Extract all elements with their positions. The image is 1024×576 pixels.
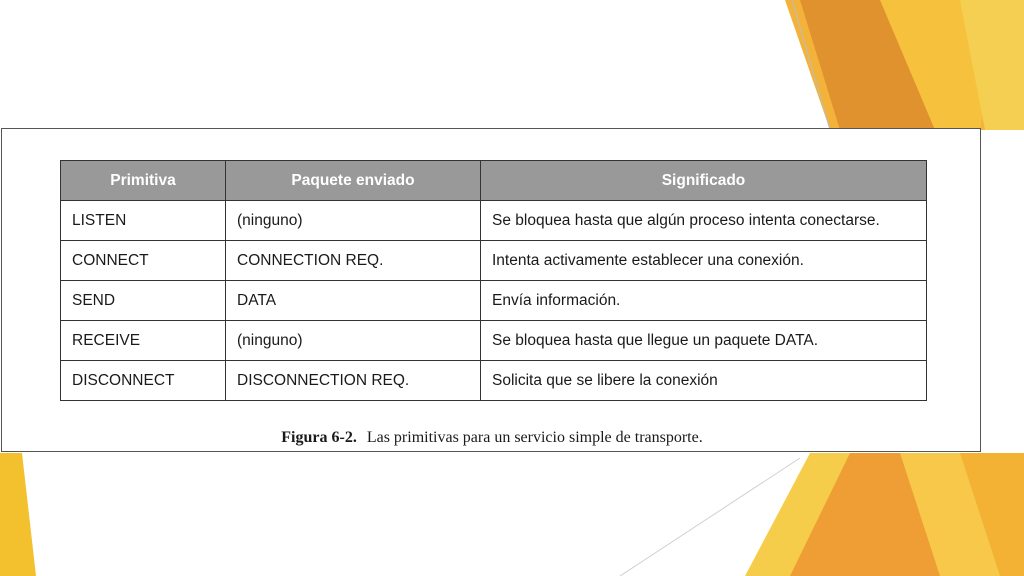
cell-primitiva: CONNECT [61, 241, 226, 281]
cell-significado: Solicita que se libere la conexión [481, 361, 927, 401]
table-row [61, 361, 927, 401]
cell-paquete: (ninguno) [226, 321, 481, 361]
table-row [61, 241, 927, 281]
cell-paquete: (ninguno) [226, 201, 481, 241]
cell-primitiva: DISCONNECT [61, 361, 226, 401]
cell-primitiva: LISTEN [61, 201, 226, 241]
header-significado: Significado [481, 161, 927, 201]
table-row [61, 321, 927, 361]
figure-caption-text: Las primitivas para un servicio simple de transporte. [366, 429, 703, 446]
header-primitiva: Primitiva [61, 161, 226, 201]
cell-significado: Se bloquea hasta que llegue un paquete DATA. [481, 321, 927, 361]
cell-significado: Envía información. [481, 281, 927, 321]
figure-panel [1, 128, 981, 452]
cell-significado: Se bloquea hasta que algún proceso intenta conectarse. [481, 201, 927, 241]
cell-paquete: DATA [226, 281, 481, 321]
cell-primitiva: SEND [61, 281, 226, 321]
header-paquete-enviado: Paquete enviado [226, 161, 481, 201]
table-header-row [61, 161, 927, 201]
cell-primitiva: RECEIVE [61, 321, 226, 361]
table-row [61, 201, 927, 241]
primitives-table [60, 160, 927, 401]
figure-number: Figura 6-2. [281, 429, 357, 446]
figure-caption [2, 429, 982, 447]
table-row [61, 281, 927, 321]
cell-paquete: CONNECTION REQ. [226, 241, 481, 281]
cell-paquete: DISCONNECTION REQ. [226, 361, 481, 401]
cell-significado: Intenta activamente establecer una conexión. [481, 241, 927, 281]
